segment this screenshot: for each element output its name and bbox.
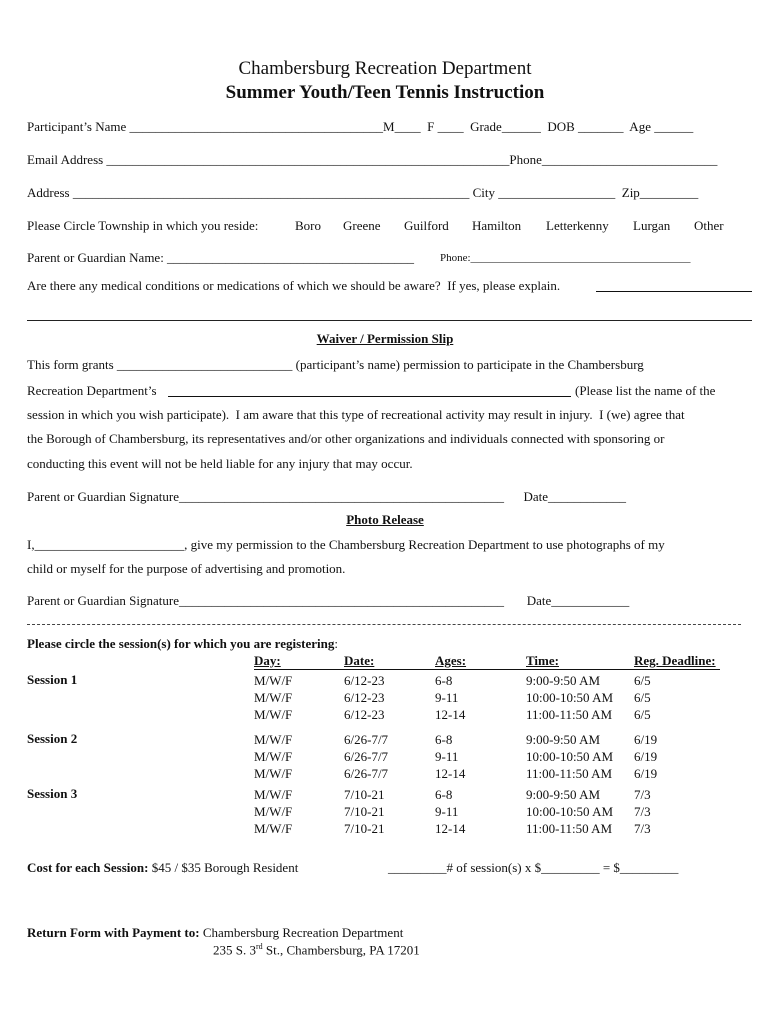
session-row-date: 7/10-21 [344,821,385,836]
header-ages: Ages: [435,653,467,668]
session-row-deadline: 6/19 [634,749,658,764]
session-row-time: 10:00-10:50 AM [526,749,614,764]
photo-release-line-1[interactable]: I,_______________________, give my permission to the Chambersburg Recreation Department to use photographs of my [27,537,665,552]
township-option-greene[interactable]: Greene [343,218,381,233]
session-row-ages: 9-11 [435,804,459,819]
session-row-deadline: 6/5 [634,690,651,705]
session-row-day: M/W/F [254,766,293,781]
cost-value: $45 / $35 Borough Resident [151,860,299,875]
session-row-time: 10:00-10:50 AM [526,690,614,705]
session-row-ages: 6-8 [435,732,453,747]
session-row-day: M/W/F [254,804,293,819]
cost-line [27,860,298,876]
session-row-date: 6/12-23 [344,707,385,722]
waiver-line-2b: (Please list the name of the [575,383,716,398]
form-subtitle: Summer Youth/Teen Tennis Instruction [225,82,545,103]
photo-release-heading: Photo Release [346,512,424,527]
return-address-b: St., Chambersburg, PA 17201 [262,942,420,958]
session-row-date: 6/26-7/7 [344,766,389,781]
session-2-label[interactable]: Session 2 [27,731,78,746]
session-row-deadline: 6/19 [634,766,658,781]
session-1-label[interactable]: Session 1 [27,672,78,687]
session-row-ages: 9-11 [435,749,459,764]
header-time: Time: [526,653,559,668]
session-row-day: M/W/F [254,749,293,764]
session-row-date: 7/10-21 [344,787,385,802]
township-prompt: Please Circle Township in which you reside: [27,218,259,233]
photo-signature-field[interactable]: Parent or Guardian Signature__________________________________________________ Date____________ [27,593,630,608]
session-row-ages: 12-14 [435,766,466,781]
township-option-other[interactable]: Other [694,218,724,233]
cut-line [27,624,741,625]
session-row-ages: 6-8 [435,787,453,802]
participant-name-field[interactable]: Participant’s Name _______________________________________M____ F ____ Grade______ DOB _______ Age ______ [27,119,694,134]
session-row-day: M/W/F [254,673,293,688]
session-row-deadline: 6/19 [634,732,658,747]
township-option-hamilton[interactable]: Hamilton [472,218,522,233]
session-3-label[interactable]: Session 3 [27,786,78,801]
cost-calculation-field[interactable]: _________# of session(s) x $_________ = $_________ [388,860,679,875]
session-row-time: 11:00-11:50 AM [526,707,613,722]
sessions-prompt-text: Please circle the session(s) for which you are registering [27,636,335,651]
session-row-day: M/W/F [254,690,293,705]
session-row-time: 10:00-10:50 AM [526,804,614,819]
medical-question: Are there any medical conditions or medications of which we should be aware? If yes, please explain. [27,278,561,293]
header-date: Date: [344,653,375,668]
return-address-a: 235 S. 3 [213,942,256,958]
address-field[interactable]: Address _____________________________________________________________ City __________________ Zip_________ [27,185,699,200]
waiver-line-2a: Recreation Department’s [27,383,157,398]
header-underline [254,669,720,670]
return-line [27,925,403,941]
guardian-name-field[interactable]: Parent or Guardian Name: ______________________________________ [27,250,415,265]
session-row-date: 7/10-21 [344,804,385,819]
return-label: Return Form with Payment to: [27,925,200,940]
township-option-letterkenny[interactable]: Letterkenny [546,218,609,233]
session-row-ages: 9-11 [435,690,459,705]
township-option-guilford[interactable]: Guilford [404,218,449,233]
return-address-sup: rd [255,942,263,951]
medical-answer-line-2[interactable] [27,320,752,321]
header-day: Day: [254,653,281,668]
cost-label: Cost for each Session: [27,860,149,875]
session-row-time: 9:00-9:50 AM [526,732,601,747]
form-title: Chambersburg Recreation Department [238,58,532,79]
header-deadline: Reg. Deadline: [634,653,716,668]
session-row-day: M/W/F [254,821,293,836]
session-row-ages: 6-8 [435,673,453,688]
guardian-phone-field[interactable]: Phone:________________________________________ [440,252,691,264]
waiver-signature-field[interactable]: Parent or Guardian Signature__________________________________________________ Date____________ [27,489,627,504]
session-row-day: M/W/F [254,732,293,747]
medical-answer-line[interactable] [596,291,752,292]
session-row-deadline: 7/3 [634,821,651,836]
waiver-heading: Waiver / Permission Slip [316,331,454,346]
session-row-deadline: 7/3 [634,787,651,802]
photo-release-line-2: child or myself for the purpose of advertising and promotion. [27,561,346,576]
township-option-lurgan[interactable]: Lurgan [633,218,671,233]
email-phone-field[interactable]: Email Address ______________________________________________________________Phone___________________________ [27,152,718,167]
session-row-time: 11:00-11:50 AM [526,766,613,781]
return-org: Chambersburg Recreation Department [202,925,404,940]
session-row-date: 6/26-7/7 [344,732,389,747]
waiver-line-4: the Borough of Chambersburg, its representatives and/or other organizations and individuals connected with sponsoring or [27,431,665,446]
waiver-line-5: conducting this event will not be held liable for any injury that may occur. [27,456,413,471]
session-name-line[interactable] [168,396,571,397]
session-row-ages: 12-14 [435,821,466,836]
session-row-time: 9:00-9:50 AM [526,673,601,688]
session-row-ages: 12-14 [435,707,466,722]
township-option-boro[interactable]: Boro [295,218,321,233]
session-row-day: M/W/F [254,787,293,802]
sessions-prompt-colon: : [334,636,338,651]
sessions-prompt [27,636,338,652]
session-row-date: 6/12-23 [344,690,385,705]
session-row-time: 9:00-9:50 AM [526,787,601,802]
session-row-day: M/W/F [254,707,293,722]
session-row-deadline: 7/3 [634,804,651,819]
return-address [213,942,420,958]
waiver-line-1: This form grants ___________________________ (participant’s name) permission to participate in the Chambersburg [27,357,644,372]
session-row-date: 6/12-23 [344,673,385,688]
session-row-date: 6/26-7/7 [344,749,389,764]
waiver-line-3: session in which you wish participate). I am aware that this type of recreational activity may result in injury. I (we) agree that [27,407,685,422]
session-row-deadline: 6/5 [634,673,651,688]
session-row-deadline: 6/5 [634,707,651,722]
session-row-time: 11:00-11:50 AM [526,821,613,836]
